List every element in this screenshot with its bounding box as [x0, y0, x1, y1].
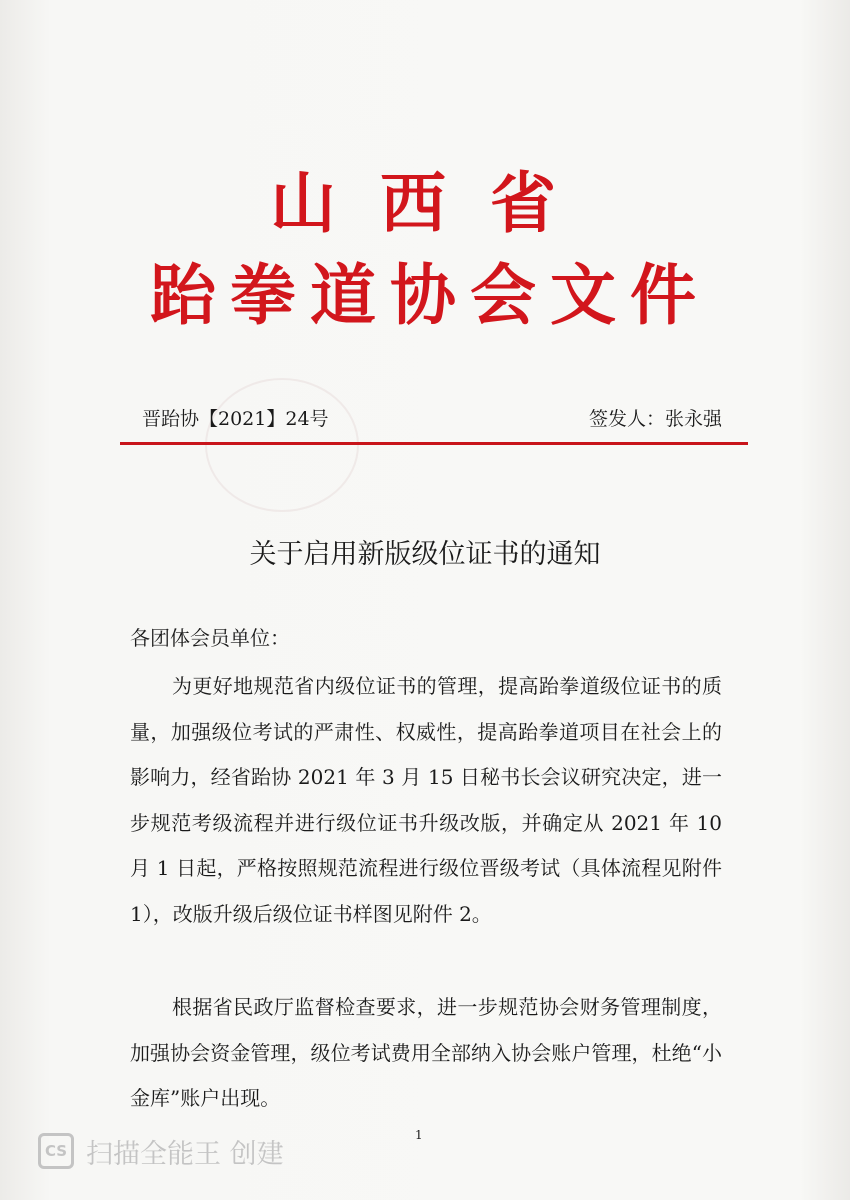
faint-stamp-mark: [205, 378, 359, 512]
salutation: 各团体会员单位：: [130, 626, 290, 650]
camscanner-logo-icon: CS: [38, 1133, 74, 1169]
body-paragraph: 根据省民政厅监督检查要求，进一步规范协会财务管理制度，加强协会资金管理，级位考试费用全部纳入协会账户管理，杜绝“小金库”账户出现。: [130, 995, 722, 1110]
page-number: 1: [415, 1128, 423, 1142]
document-number: 晋跆协【2021】24号: [142, 408, 329, 430]
red-divider-line: [120, 442, 748, 445]
scanner-watermark: [38, 1131, 284, 1171]
signer: 签发人：张永强: [588, 408, 722, 430]
document-meta: [142, 404, 722, 434]
issuer-heading-line2: 跆拳道协会文件: [150, 256, 710, 334]
notice-title: 关于启用新版级位证书的通知: [249, 539, 601, 570]
body-paragraph: 为更好地规范省内级位证书的管理，提高跆拳道级位证书的质量，加强级位考试的严肃性、权威性，提高跆拳道项目在社会上的影响力，经省跆协 2021 年 3 月 15 日秘书长会议研究决定，进一步规范考级流程并进行级位证书升级改版，并确定从 2021 年 10 月 1 日起，严格按照规范流程进行级位晋级考试（具体流程见附件 1），改版升级后级位证书样图见附件 2。: [130, 674, 722, 926]
issuer-heading-line1: 山西省: [270, 164, 600, 242]
watermark-text: 扫描全能王 创建: [86, 1138, 284, 1170]
